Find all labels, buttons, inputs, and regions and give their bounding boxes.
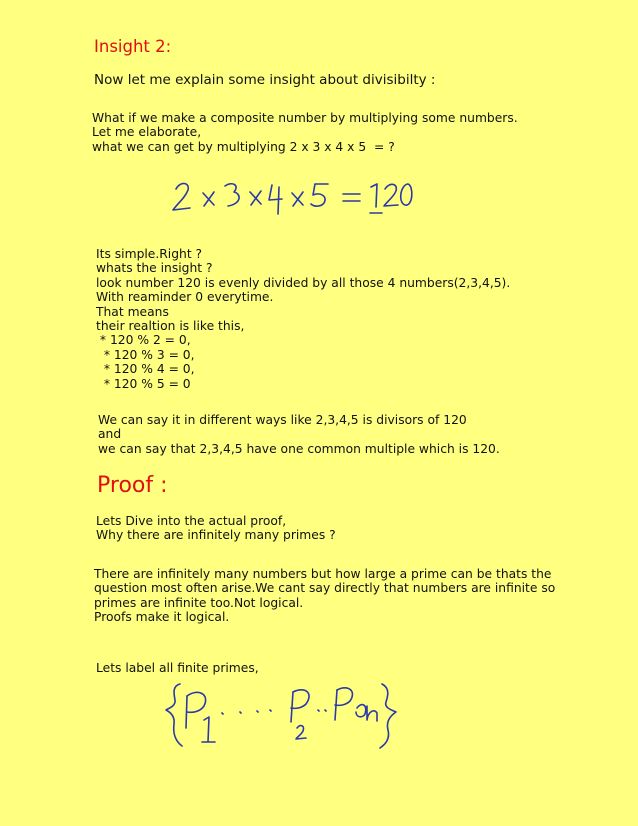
intro-line: Now let me explain some insight about divisibilty :: [94, 72, 436, 88]
text-line: What if we make a composite number by multiplying some numbers.: [92, 111, 518, 125]
paragraph-composite: [92, 111, 518, 154]
text-line: Let me elaborate,: [92, 125, 202, 140]
text-line: * 120 % 3 = 0,: [96, 347, 195, 362]
label-primes-line: Lets label all finite primes,: [96, 661, 259, 675]
handwritten-equation: [168, 176, 413, 220]
paragraph-dive: [96, 514, 336, 543]
paragraph-divisors: [98, 413, 500, 456]
text-line: primes are infinite too.Not logical.: [94, 595, 304, 610]
text-line: look number 120 is evenly divided by all those 4 numbers(2,3,4,5).: [96, 275, 511, 290]
text-line: Its simple.Right ?: [96, 247, 203, 261]
paragraph-insight: [96, 247, 510, 391]
text-line: and: [98, 427, 122, 442]
text-line: whats the insight ?: [96, 261, 213, 276]
text-line: Lets Dive into the actual proof,: [96, 514, 287, 528]
text-line: their realtion is like this,: [96, 319, 245, 334]
text-line: With reaminder 0 everytime.: [96, 290, 274, 305]
text-line: We can say it in different ways like 2,3,4,5 is divisors of 120: [98, 413, 467, 427]
text-line: Why there are infinitely many primes ?: [96, 528, 336, 543]
text-line: * 120 % 4 = 0,: [96, 362, 195, 377]
text-line: There are infinitely many numbers but how large a prime can be thats the: [94, 567, 552, 581]
text-line: what we can get by multiplying 2 x 3 x 4 x 5 = ?: [92, 139, 395, 154]
text-line: That means: [96, 304, 169, 319]
text-line: we can say that 2,3,4,5 have one common multiple which is 120.: [98, 441, 500, 456]
text-line: * 120 % 2 = 0,: [96, 333, 191, 348]
text-line: question most often arise.We cant say directly that numbers are infinite so: [94, 581, 556, 596]
proof-heading: Proof :: [97, 473, 168, 498]
text-line: * 120 % 5 = 0: [96, 376, 191, 391]
text-line: Proofs make it logical.: [94, 610, 230, 625]
handwritten-prime-set: [160, 680, 400, 752]
insight-heading: Insight 2:: [94, 37, 172, 56]
paragraph-infinite: [94, 567, 555, 625]
